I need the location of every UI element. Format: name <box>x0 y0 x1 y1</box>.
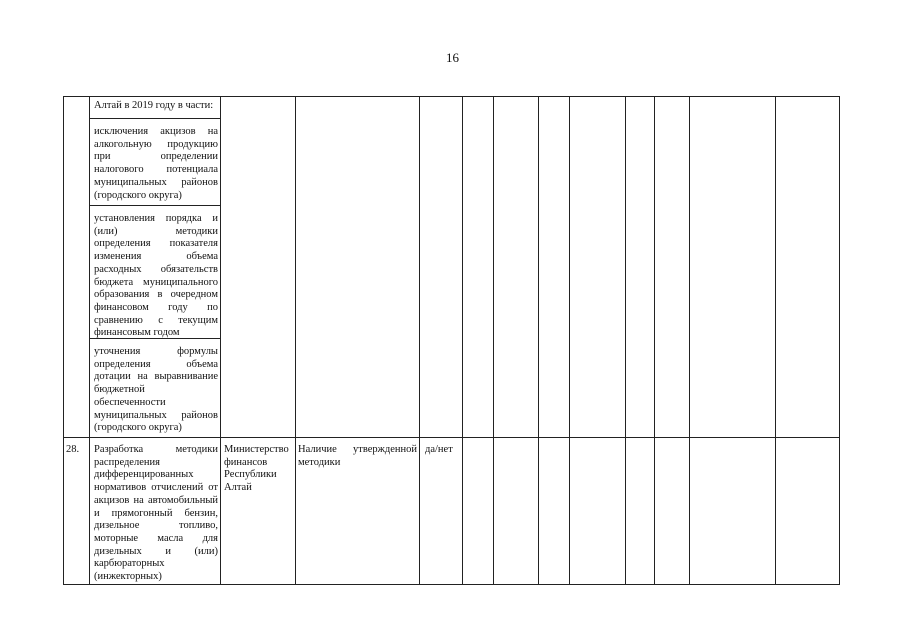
page-number: 16 <box>446 50 459 65</box>
item-indicator: Наличие утвержденной методики <box>298 444 417 468</box>
sub-item-text: уточнения формулы определения объема дотации на выравнивание бюджетной обеспеченности муниципальных районов (городского округа) <box>94 346 218 434</box>
item-description: Разработка методики распределения дифференцированных нормативов отчислений от акцизов на автомобильный и прямогонный бензин, дизельное топливо, моторные масла для дизельных и (или) карбюраторных (инжекторных) <box>94 444 218 583</box>
column-divider <box>689 96 690 584</box>
column-divider <box>775 96 776 584</box>
table-border-left <box>63 96 64 584</box>
column-divider <box>462 96 463 584</box>
column-divider <box>493 96 494 584</box>
column-divider <box>220 96 221 584</box>
column-divider <box>538 96 539 584</box>
column-divider <box>419 96 420 584</box>
continuation-header-text: Алтай в 2019 году в части: <box>94 100 214 111</box>
sub-item-divider <box>89 205 221 206</box>
table-border-bottom <box>63 584 840 585</box>
table-border-right <box>839 96 840 584</box>
table-border-top <box>63 96 840 97</box>
sub-item-text: исключения акцизов на алкогольную продукцию при определении налогового потенциала муниципальных районов (городского округа) <box>94 126 218 201</box>
column-divider <box>295 96 296 584</box>
item-executor: Министерство финансов Республики Алтай <box>224 444 289 494</box>
column-divider <box>569 96 570 584</box>
sub-item-divider <box>89 118 221 119</box>
column-divider <box>654 96 655 584</box>
row-number: 28. <box>66 444 80 455</box>
row-divider <box>63 437 840 438</box>
column-divider <box>89 96 90 584</box>
column-divider <box>625 96 626 584</box>
sub-item-text: установления порядка и (или) методики определения показателя изменения объема расходных обязательств бюджета муниципального образования в очередном финансовом году по сравнению с текущим финансовым годом <box>94 213 218 339</box>
item-unit: да/нет <box>425 444 453 455</box>
